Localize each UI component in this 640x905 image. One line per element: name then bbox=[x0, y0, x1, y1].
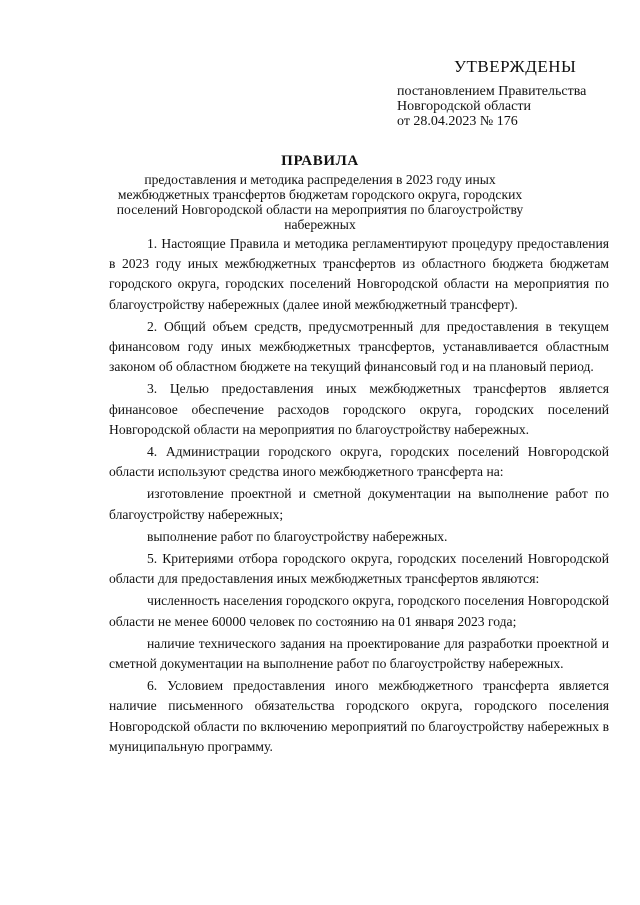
document-body bbox=[109, 234, 609, 757]
paragraph-2: 2. Общий объем средств, предусмотренный для предоставления в текущем финансовом году иных межбюджетных трансфертов, устанавливается областным законом об областном бюджете на текущий финансовый год и на плановый период. bbox=[109, 318, 609, 375]
paragraph-6: 6. Условием предоставления иного межбюджетного трансферта является наличие письменного обязательства городского округа, городского поселения Новгородской области по включению мероприятий по благоустройству набережных в муниципальную программу. bbox=[109, 678, 609, 754]
document-title: ПРАВИЛА bbox=[281, 153, 359, 169]
approval-line-2: Новгородской области bbox=[397, 99, 531, 114]
approval-line-3: от 28.04.2023 № 176 bbox=[397, 114, 518, 129]
paragraph-4-item-2: выполнение работ по благоустройству набережных. bbox=[147, 528, 448, 544]
approval-line-1: постановлением Правительства bbox=[397, 84, 587, 99]
paragraph-4: 4. Администрации городского округа, городских поселений Новгородской области используют средства иного межбюджетного трансферта на: bbox=[109, 444, 609, 480]
paragraph-5-item-2: наличие технического задания на проектирование для разработки проектной и сметной документации на выполнение работ по благоустройству набережных. bbox=[109, 635, 609, 672]
approval-heading: УТВЕРЖДЕНЫ bbox=[454, 57, 577, 76]
paragraph-1: 1. Настоящие Правила и методика регламентируют процедуру предоставления в 2023 году иных межбюджетных трансфертов из областного бюджета бюджетам городского округа, городских поселений Новгородской области на мероприятия по благоустройству набережных (далее иной межбюджетный трансферт). bbox=[109, 236, 609, 312]
document-subtitle: предоставления и методика распределения в 2023 году иных межбюджетных трансфертов бюджетам городского округа, городских поселений Новгородской области на мероприятия по благоустройству набережных bbox=[116, 172, 524, 232]
paragraph-5-item-1: численность населения городского округа, городского поселения Новгородской области не менее 60000 человек по состоянию на 01 января 2023 года; bbox=[109, 593, 609, 629]
paragraph-4-item-1: изготовление проектной и сметной документации на выполнение работ по благоустройству набережных; bbox=[109, 486, 609, 522]
paragraph-5: 5. Критериями отбора городского округа, городских поселений Новгородской области для предоставления иных межбюджетных трансфертов являются: bbox=[109, 551, 609, 587]
paragraph-3: 3. Целью предоставления иных межбюджетных трансфертов является финансовое обеспечение расходов городского округа, городских поселений Новгородской области на мероприятия по благоустройству набережных. bbox=[109, 381, 609, 437]
approval-block bbox=[397, 58, 627, 129]
